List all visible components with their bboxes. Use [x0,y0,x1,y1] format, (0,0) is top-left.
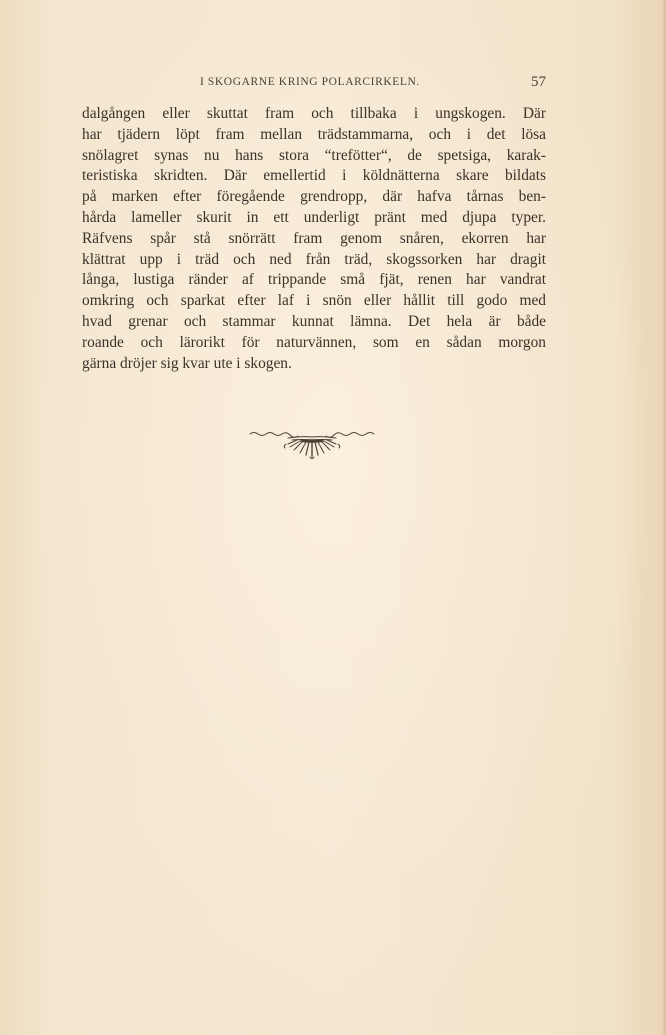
running-head [82,76,546,94]
text-line: hvad grenar och stammar kunnat lämna. Det hela är både [82,312,546,330]
text-line: snölagret synas nu hans stora “trefötter“, de spetsiga, karak- [82,146,546,164]
text-line: hårda lameller skurit in ett underligt pränt med djupa typer. [82,208,546,226]
body-paragraph [82,104,546,374]
page-edge-shadow [662,0,666,1035]
text-line: långa, lustiga ränder af trippande små fjät, renen har vandrat [82,271,546,289]
text-line: gärna dröjer sig kvar ute i skogen. [82,354,292,372]
text-line: klättrat upp i träd och ned från träd, skogssorken har dragit [82,250,546,268]
text-line: på marken efter föregående grendropp, där hafva tårnas ben- [82,188,546,206]
text-line: teristiska skridten. Där emellertid i köldnätterna skare bildats [82,167,546,185]
tailpiece-ornament-icon [248,424,376,464]
text-line: roande och lärorikt för naturvännen, som en sådan morgon [82,333,546,351]
text-line: Räfvens spår stå snörrätt fram genom snåren, ekorren har [82,229,546,247]
text-line: har tjädern löpt fram mellan trädstammarna, och i det lösa [82,125,546,143]
text-line: omkring och sparkat efter laf i snön eller hållit till godo med [82,292,546,310]
page-number: 57 [531,74,546,90]
running-title: I SKOGARNE KRING POLARCIRKELN. [200,76,420,88]
text-line: dalgången eller skuttat fram och tillbaka i ungskogen. Där [82,105,546,122]
